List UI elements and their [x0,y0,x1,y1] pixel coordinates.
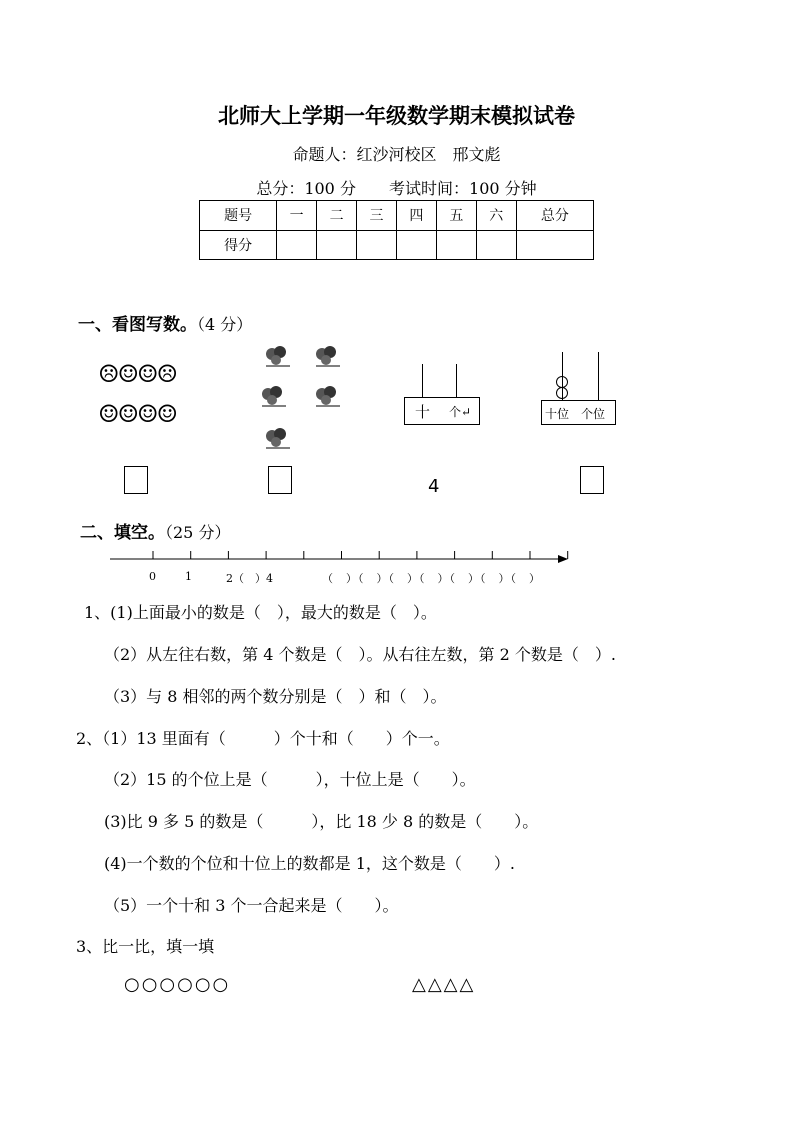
answer-value-3: 4 [428,476,440,497]
counter2-tens-label: 十位 [545,407,570,421]
table-cell: 总分 [516,201,593,231]
section1-heading [78,310,252,335]
counter2-ones-rod [598,352,599,400]
section2-points: （25 分） [165,523,231,542]
score-input-cell[interactable] [516,230,593,260]
question-2-2: （2）15 的个位上是（ ），十位上是（ ）。 [104,770,476,789]
table-cell: 题号 [200,201,277,231]
section1-title: 一、看图写数。 [78,315,197,335]
answer-box-1[interactable] [124,466,148,494]
number-line-arrow [558,555,568,563]
section2-heading [80,518,230,543]
score-input-cell[interactable] [357,230,397,260]
question-2-1: 2、（1）13 里面有（ ）个十和（ ）个一。 [76,729,450,748]
circles-row: ○○○○○○ [124,974,231,995]
score-input-cell[interactable] [277,230,317,260]
table-cell: 四 [396,201,436,231]
author-line: 命题人：红沙河校区 邢文彪 [292,145,501,164]
faces-row-1: ☹☺☺☹ [98,360,177,388]
nl-label-0: 0 [149,570,156,583]
table-cell: 得分 [200,230,277,260]
score-input-cell[interactable] [317,230,357,260]
counter2-base [541,400,616,425]
flower-icon [316,386,340,406]
table-cell: 二 [317,201,357,231]
answer-box-4[interactable] [580,466,604,494]
counter2-bead [556,387,568,399]
triangles-row: △△△△ [412,974,476,995]
counter1-tens-label: 十 [415,403,431,421]
counter1-base [404,397,480,425]
question-1-2: （2）从左往右数，第 4 个数是（ ）。从右往左数，第 2 个数是（ ）. [104,645,616,664]
score-input-cell[interactable] [476,230,516,260]
counter1-tens-rod [422,364,423,398]
table-cell: 三 [357,201,397,231]
flower-icon [266,346,290,366]
flower-bunch-icons [256,342,350,458]
number-line [108,544,572,568]
flower-icon [316,346,340,366]
counter2-ones-label: 个位 [581,407,606,421]
faces-row-2: ☺☺☺☺ [98,400,177,428]
score-input-cell[interactable] [436,230,476,260]
question-3: 3、比一比，填一填 [76,937,215,956]
number-line-ticks [153,551,568,559]
total-score: 总分：100 分 [256,179,356,198]
nl-label-1: 1 [185,570,192,583]
exam-meta [0,176,793,199]
score-table [199,200,594,260]
nl-label-blanks: （ ）（ ）（ ）（ ）（ ）（ ）（ ） [322,572,541,585]
question-1-3: （3）与 8 相邻的两个数分别是（ ）和（ ）。 [104,687,447,706]
nl-label-2-blank-4: 2（ ）4 [226,572,273,585]
table-cell: 六 [476,201,516,231]
page-title: 北师大上学期一年级数学期末模拟试卷 [218,103,575,128]
flower-icon [266,428,290,448]
counter1-ones-rod [456,364,457,398]
exam-time: 考试时间：100 分钟 [389,179,537,198]
question-2-3: (3)比 9 多 5 的数是（ ），比 18 少 8 的数是（ ）。 [104,812,539,831]
section1-points: （4 分） [197,315,253,334]
score-table-header-row [200,201,594,231]
score-table-score-row [200,230,594,260]
table-cell: 一 [277,201,317,231]
flower-icon [262,386,286,406]
section2-title: 二、填空。 [80,523,165,543]
table-cell: 五 [436,201,476,231]
counter1-ones-label: 个↵ [449,405,472,419]
score-input-cell[interactable] [396,230,436,260]
question-2-5: （5）一个十和 3 个一合起来是（ ）。 [104,896,399,915]
question-1-1: 1、(1)上面最小的数是（ ），最大的数是（ ）。 [84,603,437,622]
answer-box-2[interactable] [268,466,292,494]
question-2-4: (4)一个数的个位和十位上的数都是 1，这个数是（ ）. [104,854,516,873]
